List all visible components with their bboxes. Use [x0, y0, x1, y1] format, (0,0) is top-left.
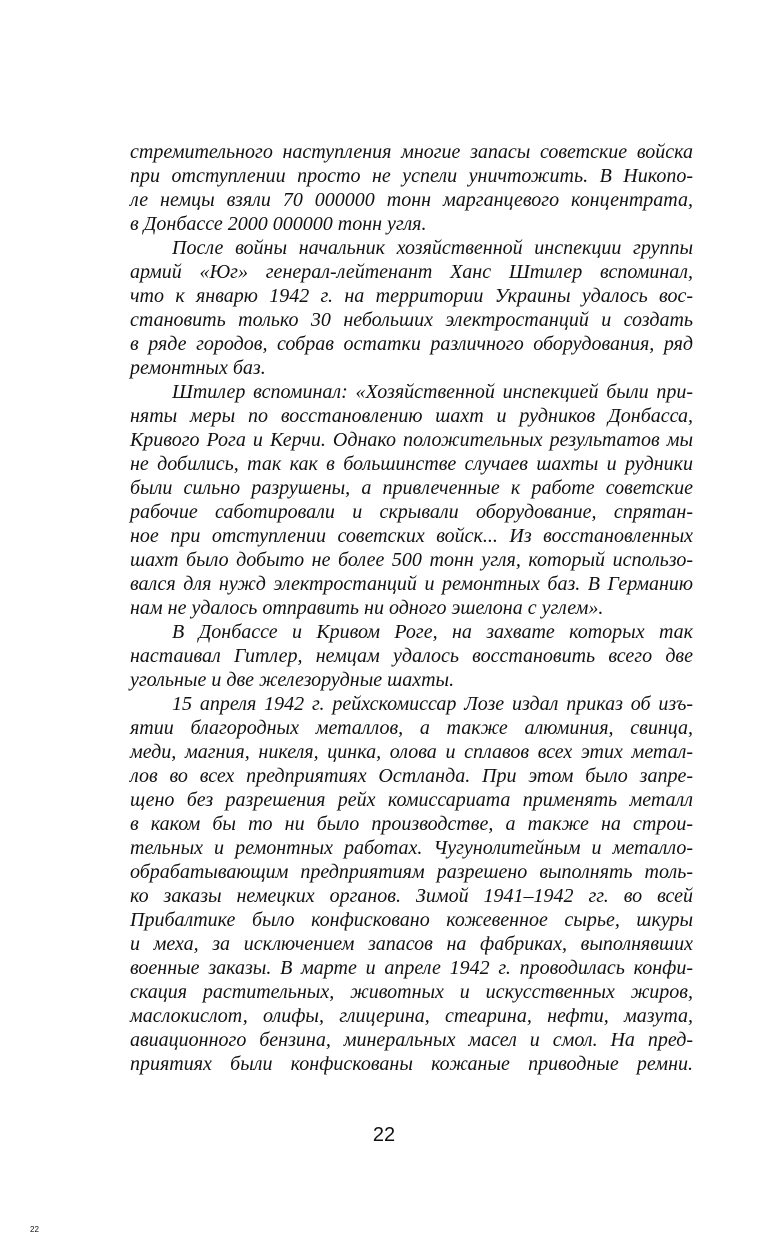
text-line: маслокислот, олифы, глицерина, стеарина, нефти, мазута, [130, 1005, 693, 1027]
body-text [130, 140, 693, 1076]
text-line: ное при отступлении советских войск... Из восстановленных [130, 525, 693, 547]
text-line: в ряде городов, собрав остатки различного оборудования, ряд [130, 333, 693, 355]
corner-page-number: 22 [30, 1225, 39, 1234]
text-line: Кривого Рога и Керчи. Однако положительных результатов мы [130, 429, 693, 451]
text-line: авиационного бензина, минеральных масел и смол. На пред- [130, 1029, 693, 1051]
text-line: рабочие саботировали и скрывали оборудование, спрятан- [130, 501, 693, 523]
text-line: щено без разрешения рейх комиссариата применять металл [130, 789, 693, 811]
text-line: настаивал Гитлер, немцам удалось восстановить всего две [130, 645, 693, 667]
text-line: военные заказы. В марте и апреле 1942 г. проводилась конфи- [130, 957, 693, 979]
text-line: в Донбассе 2000 000000 тонн угля. [130, 213, 427, 235]
text-line: ле немцы взяли 70 000000 тонн марганцевого концентрата, [130, 189, 693, 211]
text-line: Прибалтике было конфисковано кожевенное сырье, шкуры [130, 909, 693, 931]
text-line: ремонтных баз. [130, 357, 266, 379]
paragraph-first-line: После войны начальник хозяйственной инспекции группы [172, 237, 693, 259]
text-line: приятиях были конфискованы кожаные приводные ремни. [130, 1053, 693, 1075]
page-number: 22 [372, 1124, 396, 1146]
text-line: нам не удалось отправить ни одного эшелона с углем». [130, 597, 604, 619]
paragraph-first-line: Штилер вспоминал: «Хозяйственной инспекцией были при- [172, 381, 693, 403]
text-line: что к январю 1942 г. на территории Украины удалось вос- [130, 285, 693, 307]
text-line: становить только 30 небольших электростанций и создать [130, 309, 693, 331]
text-line: шахт было добыто не более 500 тонн угля, который использо- [130, 549, 693, 571]
text-line: при отступлении просто не успели уничтожить. В Никопо- [130, 165, 693, 187]
text-line: в каком бы то ни было производстве, а также на строи- [130, 813, 693, 835]
text-line: и меха, за исключением запасов на фабриках, выполнявших [130, 933, 693, 955]
text-line: няты меры по восстановлению шахт и рудников Донбасса, [130, 405, 693, 427]
text-line: стремительного наступления многие запасы советские войска [130, 141, 693, 163]
text-line: ятии благородных металлов, а также алюминия, свинца, [130, 717, 693, 739]
text-line: обрабатывающим предприятиям разрешено выполнять толь- [130, 861, 693, 883]
text-line: вался для нужд электростанций и ремонтных баз. В Германию [130, 573, 693, 595]
text-line: меди, магния, никеля, цинка, олова и сплавов всех этих метал- [130, 741, 693, 763]
paragraph-first-line: 15 апреля 1942 г. рейхскомиссар Лозе издал приказ об изъ- [172, 693, 693, 715]
text-line: угольные и две железорудные шахты. [130, 669, 455, 691]
text-line: скация растительных, животных и искусственных жиров, [130, 981, 693, 1003]
text-line: лов во всех предприятиях Остланда. При этом было запре- [130, 765, 693, 787]
text-line: тельных и ремонтных работах. Чугунолитейным и металло- [130, 837, 693, 859]
text-line: были сильно разрушены, а привлеченные к работе советские [130, 477, 693, 499]
text-line: не добились, так как в большинстве случаев шахты и рудники [130, 453, 693, 475]
text-line: армий «Юг» генерал-лейтенант Ханс Штилер вспоминал, [130, 261, 693, 283]
text-line: ко заказы немецких органов. Зимой 1941–1942 гг. во всей [130, 885, 693, 907]
paragraph-first-line: В Донбассе и Кривом Роге, на захвате которых так [172, 621, 693, 643]
